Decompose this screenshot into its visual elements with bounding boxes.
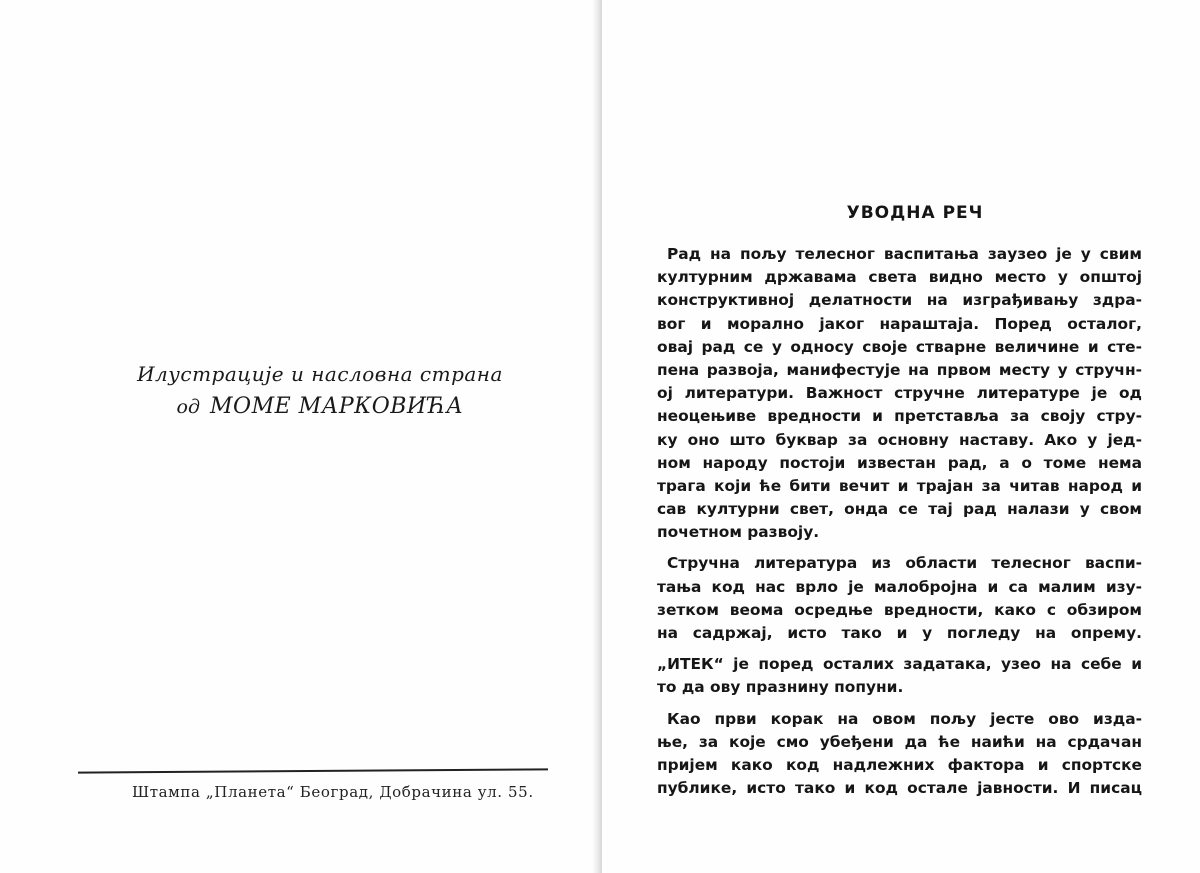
text-line: трага који ће бити вечит и трајан за читав народ и bbox=[657, 476, 1142, 495]
illustrator-name: МОМЕ МАРКОВИЋА bbox=[210, 394, 464, 419]
text-line: културним државама света видно место у општој bbox=[657, 268, 1142, 287]
printer-imprint: Штампа „Планета“ Београд, Добрачина ул. 55. bbox=[132, 783, 534, 801]
text-line: ном народу постоји известан рад, а о томе нема bbox=[657, 453, 1142, 472]
introduction-text bbox=[657, 243, 1142, 808]
text-line: ње, за које смо убеђени да ће наићи на срдачан bbox=[657, 732, 1142, 751]
credit-preposition: од bbox=[176, 396, 201, 418]
text-line: сав културни свет, онда се тај рад налази у свом bbox=[657, 500, 1142, 519]
credit-line: Илустрације и насловна страна bbox=[137, 362, 503, 386]
text-line: ку оно што буквар за основну наставу. Ако у јед- bbox=[657, 430, 1142, 449]
text-line: пријем како код надлежних фактора и спортске bbox=[657, 755, 1142, 774]
page-heading: УВОДНА РЕЧ bbox=[846, 203, 984, 223]
divider-rule bbox=[78, 768, 548, 773]
illustration-credit bbox=[100, 362, 540, 419]
text-line: неоцењиве вредности и претставља за своју стру- bbox=[657, 407, 1142, 426]
paragraph bbox=[657, 243, 1142, 544]
paragraph bbox=[657, 552, 1142, 645]
credit-author-line bbox=[100, 394, 540, 419]
text-line: овај рад се у односу своје стварне величине и сте- bbox=[657, 337, 1142, 356]
text-line: Рад на пољу телесног васпитања заузео је у свим bbox=[667, 245, 1142, 263]
text-line: тања код нас врло је малобројна и са малим изу- bbox=[657, 577, 1142, 596]
text-line: на садржај, исто тако и у погледу на опрему. bbox=[657, 624, 1142, 642]
text-line: почетном развоју. bbox=[657, 523, 820, 542]
text-line: публике, исто тако и код остале јавности. И писац bbox=[657, 779, 1142, 798]
paragraph bbox=[657, 653, 1142, 699]
text-line: ој литератури. Важност стручне литературе је од bbox=[657, 384, 1142, 403]
text-line: зетком веома осредње вредности, како с обзиром bbox=[657, 600, 1142, 619]
text-line: вог и морално јаког нараштаја. Поред осталог, bbox=[657, 314, 1142, 333]
text-line: „ИТЕК“ је поред осталих задатака, узео на себе и bbox=[657, 655, 1142, 674]
text-line: то да ову празнину попуни. bbox=[657, 678, 904, 697]
left-page bbox=[0, 0, 598, 873]
text-line: Као први корак на овом пољу јесте ово изда- bbox=[667, 709, 1142, 728]
paragraph bbox=[657, 708, 1142, 801]
text-line: конструктивној делатности на изграђивању здра- bbox=[657, 291, 1142, 310]
text-line: Стручна литература из области телесног васпи- bbox=[667, 554, 1142, 573]
text-line: пена развоја, манифестује на првом месту у стручн- bbox=[657, 360, 1142, 379]
